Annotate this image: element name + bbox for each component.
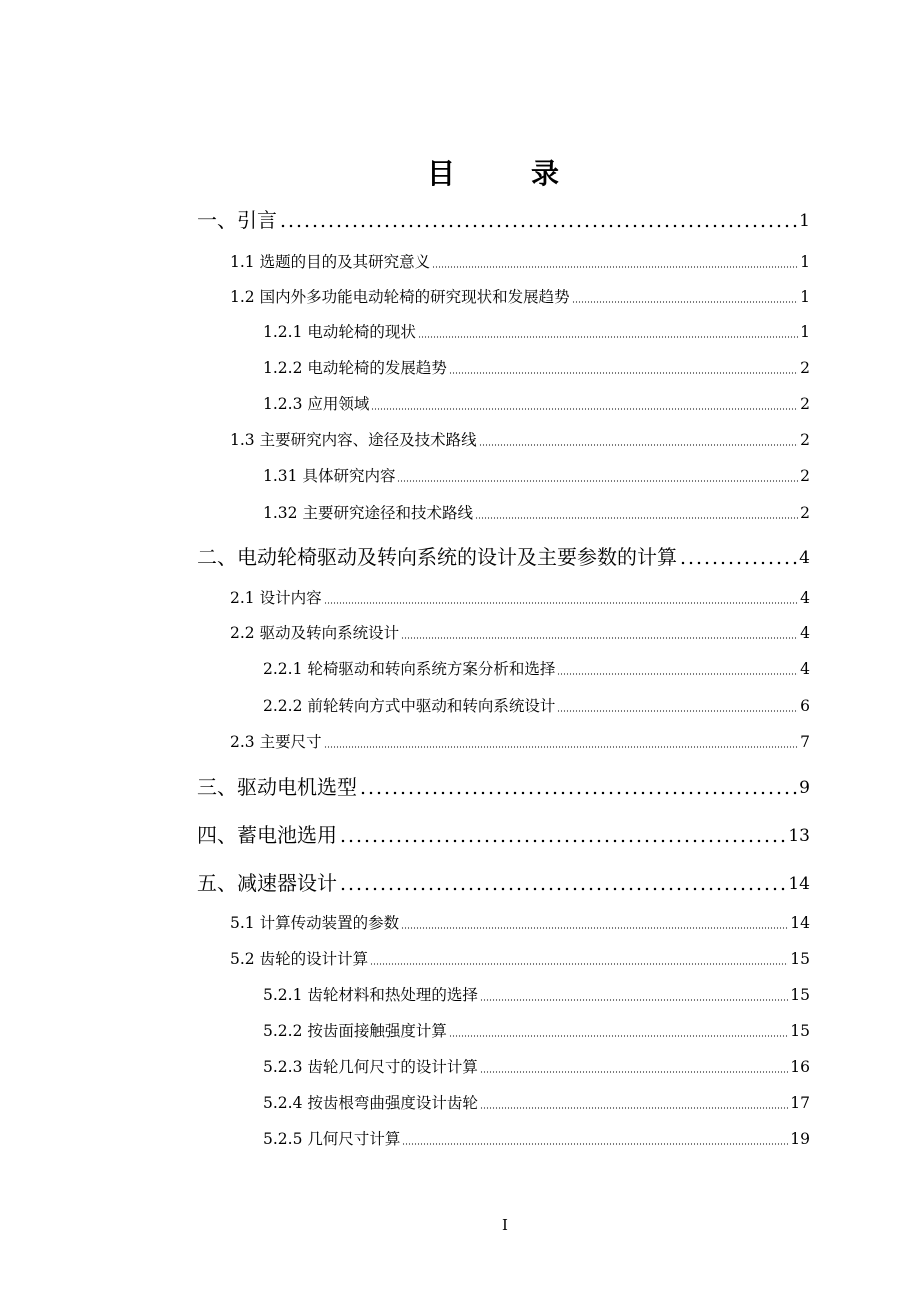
toc-entry-page: 6 [800, 697, 810, 715]
toc-entry-label: 5.1 计算传动装置的参数 [230, 914, 400, 932]
toc-entry-label: 2.3 主要尺寸 [230, 733, 322, 751]
toc-entry-page: 4 [799, 548, 810, 568]
toc-entry-label: 2.2.1 轮椅驱动和转向系统方案分析和选择 [263, 660, 556, 678]
dot-leader [479, 444, 799, 446]
toc-entry-2-1[interactable] [230, 591, 810, 607]
toc-entry-page: 2 [800, 359, 810, 377]
toc-entry-1-1[interactable] [230, 255, 810, 271]
dot-leader [449, 372, 798, 374]
toc-entry-label: 2.1 设计内容 [230, 589, 322, 607]
toc-entry-label: 四、蓄电池选用 [197, 823, 337, 847]
dot-leader [557, 710, 798, 712]
dot-leader [402, 1143, 788, 1145]
dot-leader [480, 1107, 788, 1109]
toc-entry-page: 15 [790, 1022, 810, 1040]
dot-leader [679, 561, 797, 565]
dot-leader [339, 887, 786, 891]
toc-entry-5-2-1[interactable] [263, 988, 810, 1004]
dot-leader [359, 791, 797, 795]
toc-entry-page: 1 [800, 288, 810, 306]
toc-entry-2[interactable] [197, 547, 810, 567]
dot-leader [572, 301, 799, 303]
toc-entry-page: 19 [790, 1130, 810, 1148]
toc-entry-5-2-2[interactable] [263, 1024, 810, 1040]
dot-leader [371, 408, 798, 410]
toc-entry-page: 2 [800, 431, 810, 449]
dot-leader [401, 637, 798, 639]
toc-entry-label: 2.2.2 前轮转向方式中驱动和转向系统设计 [263, 697, 556, 715]
dot-leader [324, 602, 799, 604]
toc-entry-5-2[interactable] [230, 952, 810, 968]
toc-entry-label: 5.2.2 按齿面接触强度计算 [263, 1022, 447, 1040]
toc-entry-label: 1.2.3 应用领域 [263, 395, 370, 413]
toc-entry-page: 9 [799, 778, 810, 798]
toc-entry-page: 4 [800, 589, 810, 607]
toc-entry-page: 1 [799, 211, 810, 231]
toc-entry-label: 5.2.4 按齿根弯曲强度设计齿轮 [263, 1094, 478, 1112]
toc-entry-page: 15 [790, 950, 810, 968]
toc-entry-page: 16 [790, 1058, 810, 1076]
toc-entry-page: 14 [790, 914, 810, 932]
toc-entry-1-3[interactable] [230, 433, 810, 449]
toc-entry-page: 2 [800, 504, 810, 522]
toc-entry-label: 1.3 主要研究内容、途径及技术路线 [230, 431, 477, 449]
dot-leader [475, 517, 798, 519]
toc-entry-page: 13 [788, 826, 810, 846]
dot-leader [418, 336, 798, 338]
dot-leader [370, 963, 788, 965]
toc-entry-5-2-4[interactable] [263, 1096, 810, 1112]
toc-entry-5[interactable] [197, 873, 810, 893]
toc-entry-page: 17 [790, 1094, 810, 1112]
toc-entry-5-2-3[interactable] [263, 1060, 810, 1076]
dot-leader [432, 266, 798, 268]
dot-leader [449, 1035, 788, 1037]
toc-entry-page: 15 [790, 986, 810, 1004]
toc-entry-page: 2 [800, 395, 810, 413]
toc-entry-label: 1.1 选题的目的及其研究意义 [230, 253, 431, 271]
toc-entry-page: 2 [800, 467, 810, 485]
page-title: 目 录 [426, 157, 583, 190]
toc-entry-label: 一、引言 [197, 208, 277, 232]
toc-entry-page: 4 [800, 624, 810, 642]
toc-entry-label: 5.2.3 齿轮几何尺寸的设计计算 [263, 1058, 478, 1076]
toc-entry-2-2-2[interactable] [263, 699, 810, 715]
toc-entry-page: 14 [788, 874, 810, 894]
toc-entry-1-2[interactable] [230, 290, 810, 306]
dot-leader [557, 673, 798, 675]
toc-entry-label: 5.2 齿轮的设计计算 [230, 950, 369, 968]
dot-leader [480, 1071, 788, 1073]
dot-leader [324, 746, 799, 748]
page-number: I [502, 1216, 508, 1234]
toc-entry-3[interactable] [197, 777, 810, 797]
toc-entry-label: 1.2 国内外多功能电动轮椅的研究现状和发展趋势 [230, 288, 570, 306]
toc-entry-label: 二、电动轮椅驱动及转向系统的设计及主要参数的计算 [197, 545, 677, 569]
toc-entry-2-2[interactable] [230, 626, 810, 642]
toc-entry-2-2-1[interactable] [263, 662, 810, 678]
toc-entry-label: 1.32 主要研究途径和技术路线 [263, 504, 473, 522]
dot-leader [279, 224, 797, 228]
toc-entry-label: 1.31 具体研究内容 [263, 467, 396, 485]
toc-entry-page: 1 [800, 253, 810, 271]
toc-entry-page: 4 [800, 660, 810, 678]
toc-entry-2-3[interactable] [230, 735, 810, 751]
toc-entry-1-32[interactable] [263, 506, 810, 522]
toc-entry-label: 1.2.2 电动轮椅的发展趋势 [263, 359, 447, 377]
toc-entry-1-31[interactable] [263, 469, 810, 485]
dot-leader [401, 927, 788, 929]
toc-entry-1-2-3[interactable] [263, 397, 810, 413]
toc-entry-label: 五、减速器设计 [197, 871, 337, 895]
toc-entry-1-2-1[interactable] [263, 325, 810, 341]
dot-leader [480, 999, 788, 1001]
toc-entry-1[interactable] [197, 210, 810, 230]
toc-entry-label: 5.2.5 几何尺寸计算 [263, 1130, 401, 1148]
toc-entry-5-1[interactable] [230, 916, 810, 932]
toc-entry-label: 1.2.1 电动轮椅的现状 [263, 323, 416, 341]
toc-entry-label: 5.2.1 齿轮材料和热处理的选择 [263, 986, 478, 1004]
toc-entry-label: 三、驱动电机选型 [197, 775, 357, 799]
toc-entry-5-2-5[interactable] [263, 1132, 810, 1148]
toc-entry-4[interactable] [197, 825, 810, 845]
dot-leader [397, 480, 798, 482]
toc-entry-label: 2.2 驱动及转向系统设计 [230, 624, 400, 642]
toc-entry-page: 1 [800, 323, 810, 341]
toc-entry-page: 7 [800, 733, 810, 751]
dot-leader [339, 839, 786, 843]
toc-entry-1-2-2[interactable] [263, 361, 810, 377]
